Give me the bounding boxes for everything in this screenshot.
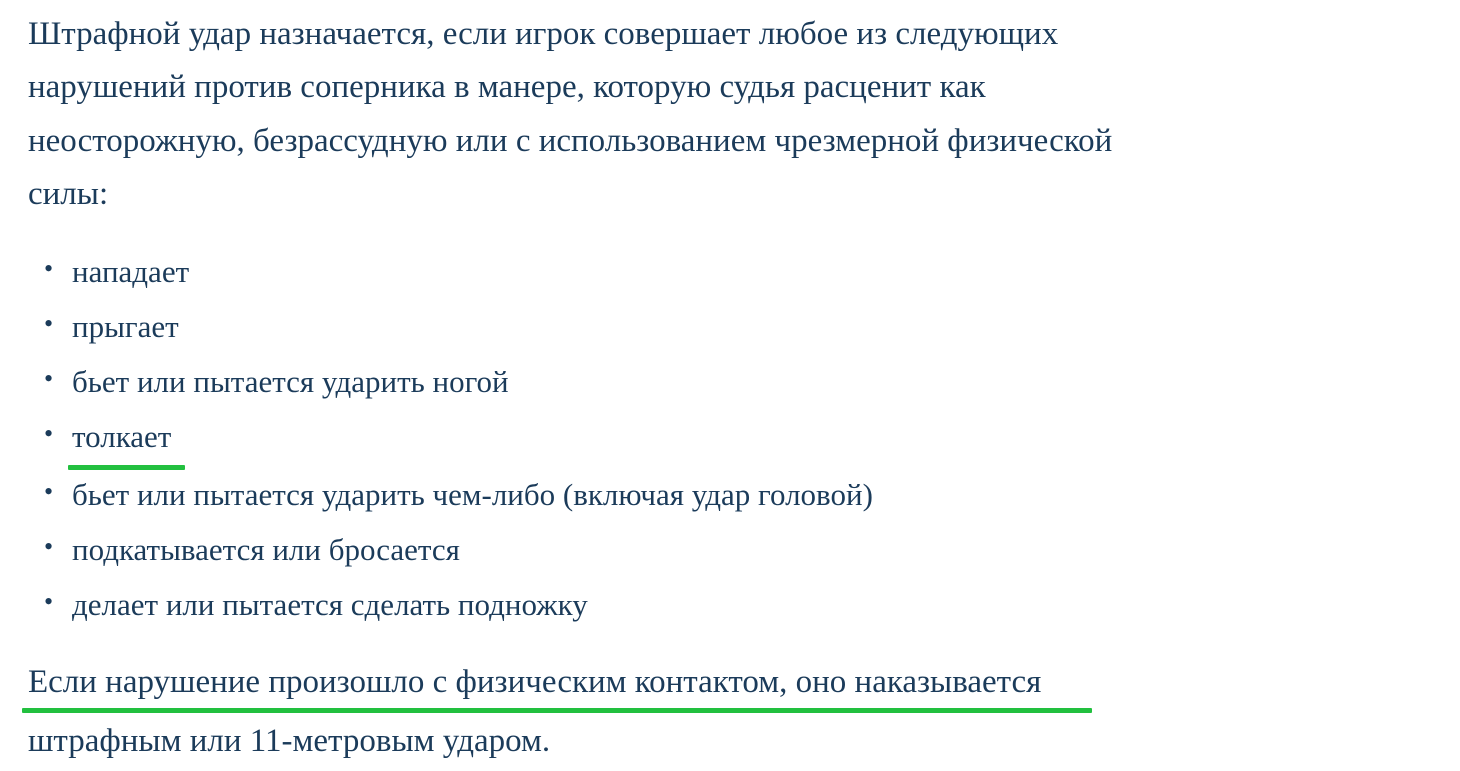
list-item [28,522,1432,577]
list-item [28,299,1432,354]
foul-text: бьет или пытается ударить чем-либо (включая удар головой) [72,476,873,512]
list-item-highlighted [28,409,1432,466]
fouls-list [28,244,1432,632]
list-item [28,467,1432,522]
foul-text-highlighted: толкает [72,409,171,466]
intro-line-4: силы: [28,176,109,213]
closing-line-1 [28,656,1432,709]
closing-highlighted-text: Если нарушение произошло с физическим контактом, [28,664,788,701]
foul-text: подкатывается или бросается [72,531,460,567]
list-item [28,244,1432,299]
intro-line-2: нарушений против соперника в манере, которую судья расценит как [28,69,986,106]
foul-text: делает или пытается сделать подножку [72,586,588,622]
list-item [28,577,1432,632]
list-item [28,354,1432,409]
intro-paragraph [28,0,1432,222]
foul-text: прыгает [72,308,179,344]
closing-rest-text: оно наказывается [795,664,1042,701]
closing-line-2: штрафным или 11-метровым ударом. [28,723,551,760]
intro-line-3-row [28,115,1432,168]
intro-line-1: Штрафной удар назначается, если игрок совершает любое из следующих [28,16,1059,52]
intro-line-3: неосторожную, безрассудную или с использованием чрезмерной физической [28,122,1113,159]
intro-line-1-row [28,8,1432,61]
green-underline-mark [22,708,1092,713]
foul-text: бьет или пытается ударить ногой [72,364,509,400]
foul-text: нападает [72,253,190,289]
closing-paragraph [28,656,1432,769]
intro-line-2-row [28,61,1432,114]
